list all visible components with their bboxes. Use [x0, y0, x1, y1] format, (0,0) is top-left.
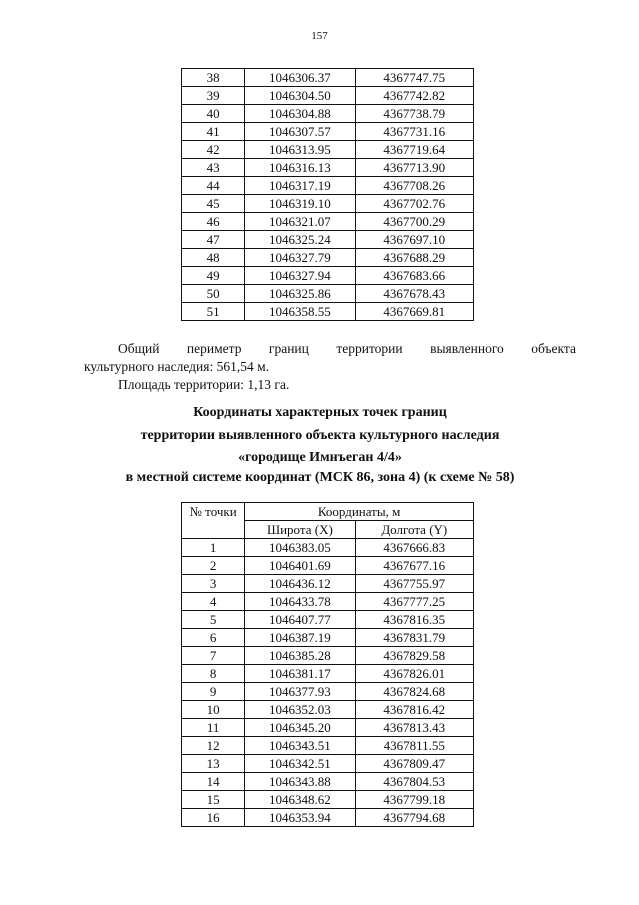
- table-row: [182, 665, 474, 683]
- longitude-y-cell: 4367666.83: [355, 539, 473, 557]
- longitude-y-cell: 4367719.64: [355, 141, 473, 159]
- latitude-x-cell: 1046306.37: [245, 69, 355, 87]
- longitude-y-cell: 4367702.76: [355, 195, 473, 213]
- table-row: [182, 213, 474, 231]
- header-latitude-x: Широта (X): [245, 521, 355, 539]
- table-row: [182, 303, 474, 321]
- table-row: [182, 575, 474, 593]
- point-number-cell: 11: [182, 719, 245, 737]
- header-point-number: № точки: [182, 503, 245, 539]
- section-heading-line1: Координаты характерных точек границ: [193, 405, 447, 420]
- point-number-cell: 42: [182, 141, 245, 159]
- latitude-x-cell: 1046358.55: [245, 303, 355, 321]
- perimeter-word: Общий: [118, 341, 160, 356]
- table-row: [182, 267, 474, 285]
- point-number-cell: 12: [182, 737, 245, 755]
- longitude-y-cell: 4367708.26: [355, 177, 473, 195]
- latitude-x-cell: 1046325.24: [245, 231, 355, 249]
- latitude-x-cell: 1046307.57: [245, 123, 355, 141]
- point-number-cell: 16: [182, 809, 245, 827]
- table-row: [182, 809, 474, 827]
- latitude-x-cell: 1046381.17: [245, 665, 355, 683]
- perimeter-word: объекта: [531, 341, 576, 356]
- latitude-x-cell: 1046304.88: [245, 105, 355, 123]
- table-row: [182, 249, 474, 267]
- point-number-cell: 2: [182, 557, 245, 575]
- latitude-x-cell: 1046433.78: [245, 593, 355, 611]
- latitude-x-cell: 1046353.94: [245, 809, 355, 827]
- latitude-x-cell: 1046436.12: [245, 575, 355, 593]
- point-number-cell: 44: [182, 177, 245, 195]
- latitude-x-cell: 1046316.13: [245, 159, 355, 177]
- longitude-y-cell: 4367816.42: [355, 701, 473, 719]
- table-row: [182, 629, 474, 647]
- table-row: [182, 773, 474, 791]
- table-row: [182, 285, 474, 303]
- coordinates-table: [181, 502, 474, 827]
- latitude-x-cell: 1046304.50: [245, 87, 355, 105]
- longitude-y-cell: 4367826.01: [355, 665, 473, 683]
- point-number-cell: 1: [182, 539, 245, 557]
- latitude-x-cell: 1046383.05: [245, 539, 355, 557]
- latitude-x-cell: 1046325.86: [245, 285, 355, 303]
- table-row: [182, 791, 474, 809]
- perimeter-word: границ: [268, 341, 309, 356]
- page-number: 157: [311, 30, 328, 42]
- longitude-y-cell: 4367713.90: [355, 159, 473, 177]
- area-text: Площадь территории: 1,13 га.: [118, 377, 290, 392]
- longitude-y-cell: 4367829.58: [355, 647, 473, 665]
- table-row: [182, 177, 474, 195]
- table-row: [182, 105, 474, 123]
- longitude-y-cell: 4367742.82: [355, 87, 473, 105]
- latitude-x-cell: 1046345.20: [245, 719, 355, 737]
- point-number-cell: 5: [182, 611, 245, 629]
- longitude-y-cell: 4367700.29: [355, 213, 473, 231]
- table-row: [182, 231, 474, 249]
- bottom-table-body: [182, 539, 474, 827]
- longitude-y-cell: 4367688.29: [355, 249, 473, 267]
- point-number-cell: 6: [182, 629, 245, 647]
- point-number-cell: 45: [182, 195, 245, 213]
- latitude-x-cell: 1046321.07: [245, 213, 355, 231]
- section-heading-line4: в местной системе координат (МСК 86, зона 4) (к схеме № 58): [125, 470, 515, 485]
- coordinates-table-continued: [181, 68, 474, 321]
- longitude-y-cell: 4367804.53: [355, 773, 473, 791]
- latitude-x-cell: 1046401.69: [245, 557, 355, 575]
- longitude-y-cell: 4367697.10: [355, 231, 473, 249]
- longitude-y-cell: 4367809.47: [355, 755, 473, 773]
- table-row: [182, 69, 474, 87]
- point-number-cell: 38: [182, 69, 245, 87]
- longitude-y-cell: 4367824.68: [355, 683, 473, 701]
- point-number-cell: 15: [182, 791, 245, 809]
- table-header: [182, 503, 474, 539]
- longitude-y-cell: 4367813.43: [355, 719, 473, 737]
- latitude-x-cell: 1046313.95: [245, 141, 355, 159]
- table-row: [182, 611, 474, 629]
- point-number-cell: 3: [182, 575, 245, 593]
- point-number-cell: 39: [182, 87, 245, 105]
- table-row: [182, 141, 474, 159]
- point-number-cell: 14: [182, 773, 245, 791]
- latitude-x-cell: 1046343.88: [245, 773, 355, 791]
- longitude-y-cell: 4367683.66: [355, 267, 473, 285]
- table-row: [182, 557, 474, 575]
- perimeter-paragraph: [118, 340, 576, 358]
- longitude-y-cell: 4367811.55: [355, 737, 473, 755]
- point-number-cell: 8: [182, 665, 245, 683]
- point-number-cell: 50: [182, 285, 245, 303]
- latitude-x-cell: 1046377.93: [245, 683, 355, 701]
- point-number-cell: 43: [182, 159, 245, 177]
- point-number-cell: 51: [182, 303, 245, 321]
- latitude-x-cell: 1046327.79: [245, 249, 355, 267]
- perimeter-word: периметр: [186, 341, 242, 356]
- latitude-x-cell: 1046407.77: [245, 611, 355, 629]
- latitude-x-cell: 1046319.10: [245, 195, 355, 213]
- table-row: [182, 539, 474, 557]
- longitude-y-cell: 4367816.35: [355, 611, 473, 629]
- point-number-cell: 46: [182, 213, 245, 231]
- perimeter-continuation: культурного наследия: 561,54 м.: [84, 359, 270, 374]
- table-row: [182, 755, 474, 773]
- point-number-cell: 41: [182, 123, 245, 141]
- section-heading-line3: «городище Имнъеган 4/4»: [238, 450, 402, 465]
- point-number-cell: 47: [182, 231, 245, 249]
- point-number-cell: 10: [182, 701, 245, 719]
- table-row: [182, 719, 474, 737]
- latitude-x-cell: 1046343.51: [245, 737, 355, 755]
- point-number-cell: 7: [182, 647, 245, 665]
- perimeter-word: выявленного: [430, 341, 504, 356]
- point-number-cell: 48: [182, 249, 245, 267]
- latitude-x-cell: 1046385.28: [245, 647, 355, 665]
- point-number-cell: 4: [182, 593, 245, 611]
- longitude-y-cell: 4367677.16: [355, 557, 473, 575]
- table-row: [182, 701, 474, 719]
- table-row: [182, 159, 474, 177]
- table-header-row: [182, 503, 474, 521]
- longitude-y-cell: 4367747.75: [355, 69, 473, 87]
- table-row: [182, 647, 474, 665]
- longitude-y-cell: 4367831.79: [355, 629, 473, 647]
- latitude-x-cell: 1046387.19: [245, 629, 355, 647]
- longitude-y-cell: 4367738.79: [355, 105, 473, 123]
- longitude-y-cell: 4367669.81: [355, 303, 473, 321]
- longitude-y-cell: 4367755.97: [355, 575, 473, 593]
- point-number-cell: 49: [182, 267, 245, 285]
- table-row: [182, 123, 474, 141]
- longitude-y-cell: 4367794.68: [355, 809, 473, 827]
- section-heading-line2: территории выявленного объекта культурного наследия: [140, 428, 500, 443]
- header-longitude-y: Долгота (Y): [355, 521, 473, 539]
- table-row: [182, 737, 474, 755]
- table-row: [182, 87, 474, 105]
- latitude-x-cell: 1046352.03: [245, 701, 355, 719]
- header-coordinates: Координаты, м: [245, 503, 474, 521]
- point-number-cell: 13: [182, 755, 245, 773]
- latitude-x-cell: 1046327.94: [245, 267, 355, 285]
- latitude-x-cell: 1046342.51: [245, 755, 355, 773]
- longitude-y-cell: 4367731.16: [355, 123, 473, 141]
- latitude-x-cell: 1046348.62: [245, 791, 355, 809]
- longitude-y-cell: 4367777.25: [355, 593, 473, 611]
- longitude-y-cell: 4367799.18: [355, 791, 473, 809]
- table-row: [182, 195, 474, 213]
- longitude-y-cell: 4367678.43: [355, 285, 473, 303]
- point-number-cell: 9: [182, 683, 245, 701]
- table-row: [182, 593, 474, 611]
- perimeter-word: территории: [336, 341, 403, 356]
- table-row: [182, 683, 474, 701]
- point-number-cell: 40: [182, 105, 245, 123]
- latitude-x-cell: 1046317.19: [245, 177, 355, 195]
- top-table-body: [182, 69, 474, 321]
